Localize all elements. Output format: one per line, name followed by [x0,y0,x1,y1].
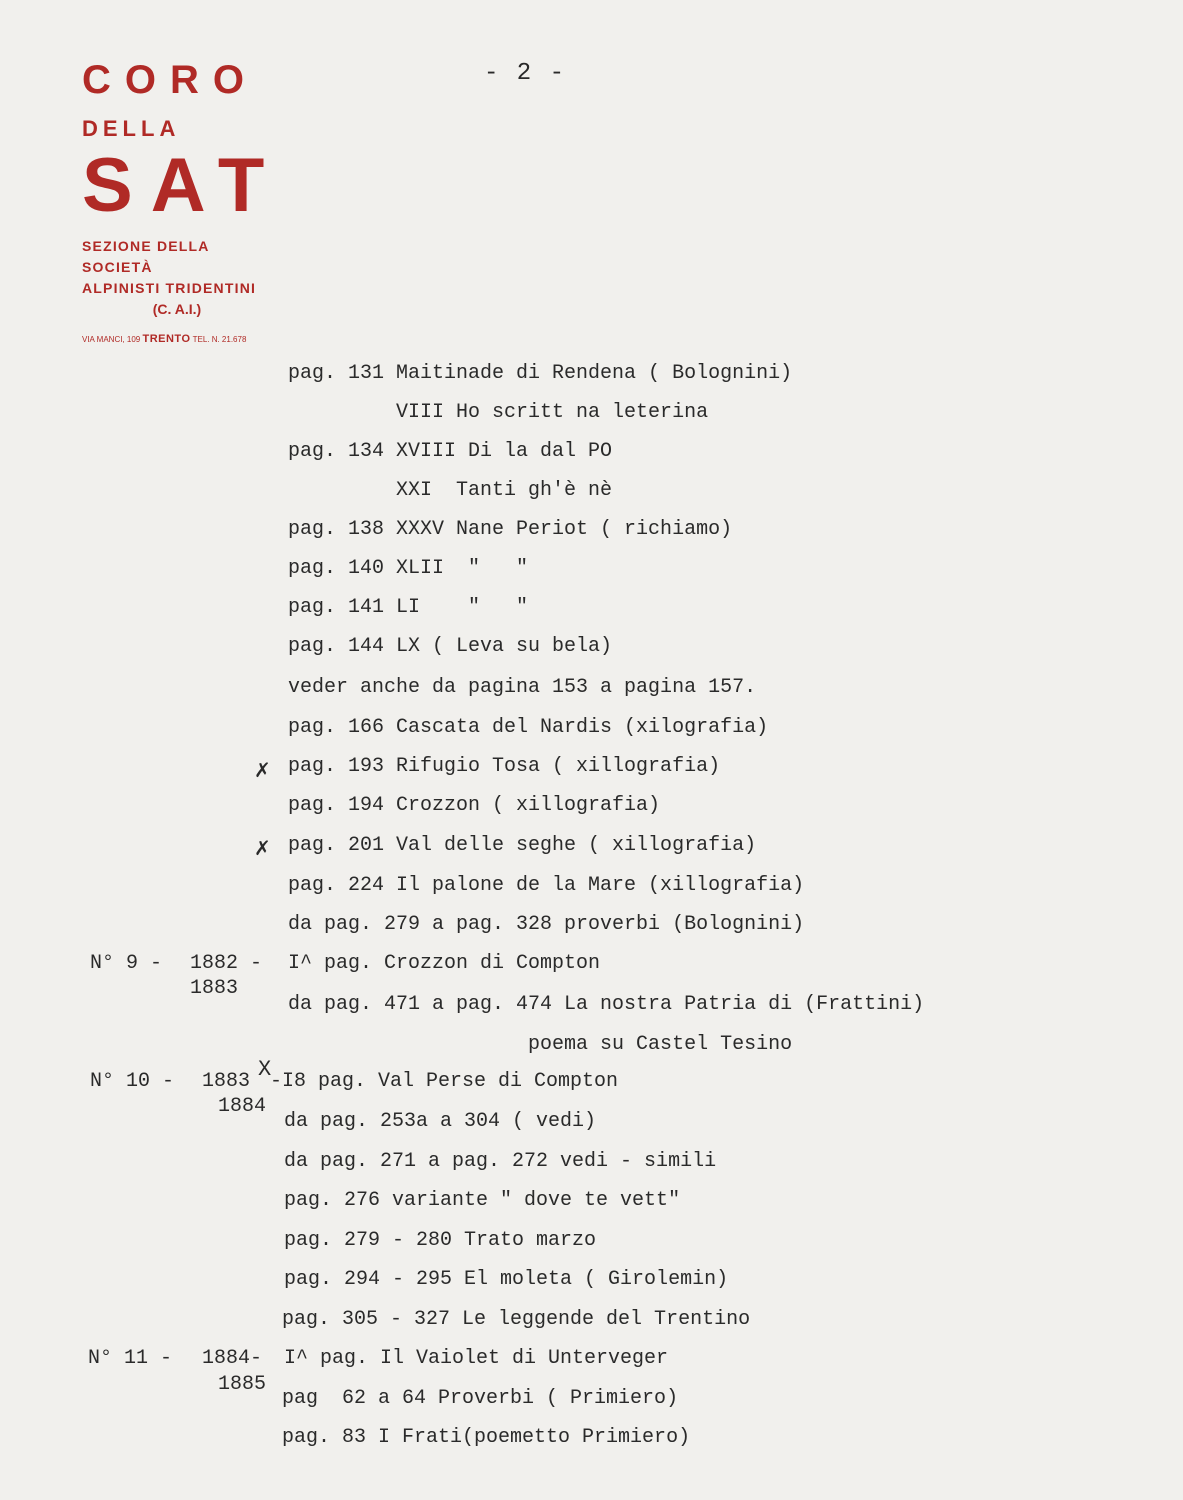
index-line: pag. 193 Rifugio Tosa ( xillografia) [288,755,721,778]
index-line: pag. 194 Crozzon ( xillografia) [288,794,661,817]
letterhead-della: DELLA [82,116,181,141]
index-line: pag. 138 XXXV Nane Periot ( richiamo) [288,518,733,541]
index-line: I^ pag. Il Vaiolet di Unterveger [284,1347,669,1370]
index-line: da pag. 253a a 304 ( vedi) [284,1110,597,1133]
check-mark: ✗ [254,836,271,860]
index-line: pag. 83 I Frati(poemetto Primiero) [282,1426,691,1449]
letterhead-sezione-1: SEZIONE DELLA SOCIETÀ [82,238,210,275]
letterhead [82,58,282,345]
index-line: pag. 144 LX ( Leva su bela) [288,635,613,658]
index-line: -I8 pag. Val Perse di Compton [270,1070,619,1093]
index-line: pag. 305 - 327 Le leggende del Trentino [282,1308,751,1331]
x-mark: X [258,1057,272,1082]
index-line: poema su Castel Tesino [288,1033,793,1056]
index-line: pag. 134 XVIII Di la dal PO [288,440,613,463]
page-number: - 2 - [484,60,567,87]
index-line: pag 62 a 64 Proverbi ( Primiero) [282,1387,679,1410]
volume-years: 1883 [190,977,239,1000]
address-city: TRENTO [142,333,191,345]
index-line: pag. 294 - 295 El moleta ( Girolemin) [284,1268,729,1291]
volume-number: N° 9 - [90,952,163,975]
letterhead-coro: CORO [82,58,258,102]
volume-years: 1883 [202,1070,251,1093]
address-phone: TEL. N. 21.678 [192,335,247,344]
index-line: da pag. 271 a pag. 272 vedi - simili [284,1150,717,1173]
index-line: pag. 141 LI " " [288,596,529,619]
volume-years: 1884- [202,1347,263,1370]
index-line: pag. 201 Val delle seghe ( xillografia) [288,834,757,857]
index-line: I^ pag. Crozzon di Compton [288,952,601,975]
index-line: pag. 166 Cascata del Nardis (xilografia) [288,716,769,739]
index-line: pag. 276 variante " dove te vett" [284,1189,681,1212]
letterhead-address [82,333,282,345]
index-line: da pag. 279 a pag. 328 proverbi (Bolognini) [288,913,805,936]
address-street: VIA MANCI, 109 [82,335,141,344]
index-line: veder anche da pagina 153 a pagina 157. [288,676,757,699]
check-mark: ✗ [254,758,271,782]
volume-number: N° 11 - [88,1347,173,1370]
index-line: XXI Tanti gh'è nè [288,479,613,502]
index-line: pag. 279 - 280 Trato marzo [284,1229,597,1252]
letterhead-cai: (C. A.I.) [152,301,202,317]
volume-years: 1885 [218,1373,267,1396]
index-line: pag. 140 XLII " " [288,557,529,580]
index-line: VIII Ho scritt na leterina [288,401,709,424]
index-line: pag. 131 Maitinade di Rendena ( Bolognini) [288,362,793,385]
index-line: da pag. 471 a pag. 474 La nostra Patria di (Frattini) [288,993,925,1016]
volume-number: N° 10 - [90,1070,175,1093]
volume-years: 1882 - [190,952,263,975]
index-line: pag. 224 Il palone de la Mare (xillografia) [288,874,805,897]
letterhead-sat: SAT [82,143,283,228]
volume-years: 1884 [218,1095,267,1118]
letterhead-sezione-2: ALPINISTI TRIDENTINI [82,280,257,296]
